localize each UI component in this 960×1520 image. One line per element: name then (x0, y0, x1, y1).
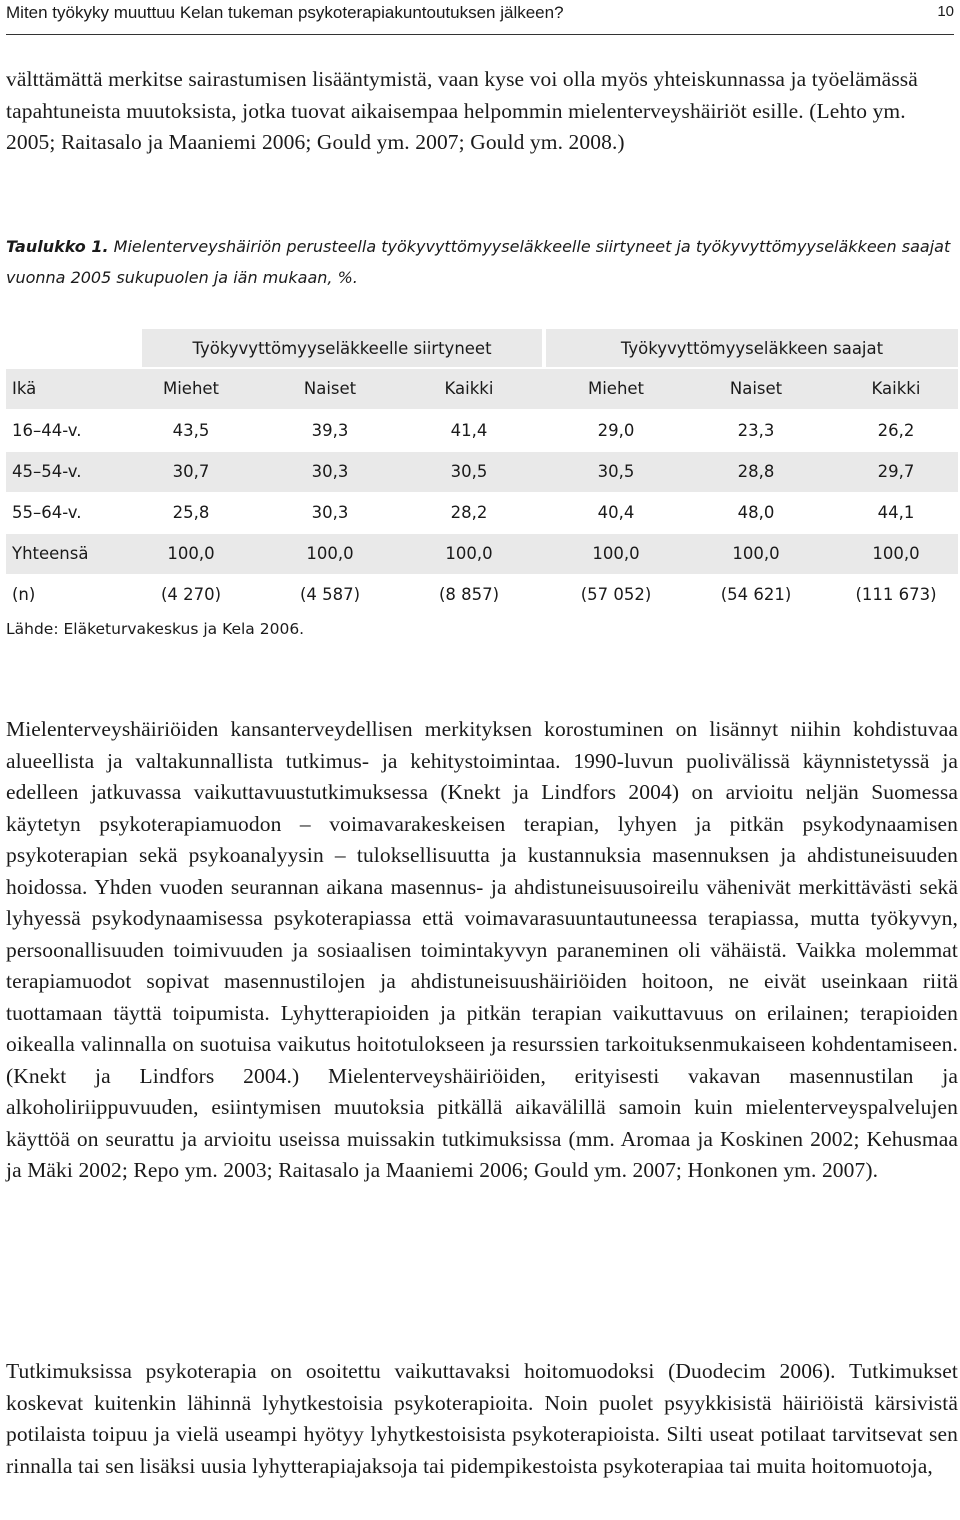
table-row (6, 575, 958, 615)
table-cell: (4 270) (160, 585, 222, 604)
table-cell: 100,0 (167, 544, 215, 563)
column-header: Naiset (303, 379, 357, 398)
table-cell: 44,1 (877, 503, 915, 522)
table-cell: Yhteensä (12, 544, 89, 563)
table-row (6, 452, 958, 492)
table-row (6, 534, 958, 574)
column-header: Miehet (162, 379, 220, 398)
table-cell: 100,0 (732, 544, 780, 563)
table-cell: 41,4 (450, 421, 488, 440)
table-cell: 28,8 (737, 462, 775, 481)
table-cell: 48,0 (737, 503, 775, 522)
table-source: Lähde: Eläketurvakeskus ja Kela 2006. (6, 620, 305, 638)
table-cell: 16–44-v. (12, 421, 82, 440)
table-row (6, 411, 958, 451)
table-row (6, 493, 958, 533)
table-column-header-row (6, 369, 958, 409)
table-cell: 40,4 (597, 503, 635, 522)
table-cell: 30,7 (172, 462, 210, 481)
running-header (6, 0, 954, 35)
table-cell: 39,3 (311, 421, 349, 440)
table-cell: 28,2 (450, 503, 488, 522)
table-cell: (n) (12, 585, 36, 604)
table-cell: 29,7 (877, 462, 915, 481)
table-cell: 26,2 (877, 421, 915, 440)
paragraph-intro: välttämättä merkitse sairastumisen lisääntymistä, vaan kyse voi olla myös yhteiskunnassa ja työelämässä tapahtuneista muutoksista, jotka tuovat aikaisempaa helpommin mielenterveyshäiriöt esille. (Lehto ym. 2005; Raitasalo ja Maaniemi 2006; Gould ym. 2007; Gould ym. 2008.) (6, 67, 918, 154)
group-header-transitioned: Työkyvyttömyyseläkkeelle siirtyneet (142, 329, 542, 367)
column-header: Naiset (729, 379, 783, 398)
table-group-header-row (6, 329, 958, 367)
table-cell: 25,8 (172, 503, 210, 522)
table-cell: 43,5 (172, 421, 210, 440)
table-caption (6, 231, 956, 293)
table-cell: (8 857) (438, 585, 500, 604)
table-cell: 30,5 (450, 462, 488, 481)
column-header: Miehet (587, 379, 645, 398)
table-cell: 29,0 (597, 421, 635, 440)
running-title: Miten työkyky muuttuu Kelan tukeman psykoterapiakuntoutuksen jälkeen? (6, 3, 564, 22)
table-cell: (4 587) (299, 585, 361, 604)
table-cell: 55–64-v. (12, 503, 82, 522)
table-cell: 100,0 (445, 544, 493, 563)
column-header: Kaikki (444, 379, 494, 398)
table-cell: (57 052) (580, 585, 652, 604)
table-cell: 45–54-v. (12, 462, 82, 481)
table-cell: (54 621) (720, 585, 792, 604)
table-cell: 100,0 (592, 544, 640, 563)
table-cell: 23,3 (737, 421, 775, 440)
table-caption-label: Taulukko 1. (6, 237, 109, 256)
table-cell: (111 673) (855, 585, 937, 604)
table-cell: 30,3 (311, 503, 349, 522)
table-caption-text: Mielenterveyshäiriön perusteella työkyvyttömyyseläkkeelle siirtyneet ja työkyvyttömyyseläkkeen saajat vuonna 2005 sukupuolen ja iän mukaan, %. (6, 237, 951, 287)
table-cell: 30,3 (311, 462, 349, 481)
table-cell: 100,0 (872, 544, 920, 563)
table-cell: 30,5 (597, 462, 635, 481)
column-header: Ikä (12, 379, 37, 398)
group-header-recipients: Työkyvyttömyyseläkkeen saajat (546, 329, 958, 367)
paragraph-studies: Tutkimuksissa psykoterapia on osoitettu vaikuttavaksi hoitomuodoksi (Duodecim 2006). Tutkimukset koskevat kuitenkin lähinnä lyhytkestoisia psykoterapioita. Noin puolet psyykkisistä häiriöistä kärsivistä potilaista toipuu ja vielä useampi hyötyy lyhytkestoisista psykoterapioista. Silti useat potilaat tarvitsevat sen rinnalla tai sen lisäksi uusia lyhytterapiajaksoja tai pidempikestoista psykoterapiaa tai muita hoitomuotoja, (6, 1359, 958, 1478)
column-header: Kaikki (871, 379, 921, 398)
page-number: 10 (937, 3, 954, 20)
paragraph-research: Mielenterveyshäiriöiden kansanterveydellisen merkityksen korostuminen on lisännyt niihin kohdistuvaa alueellista ja valtakunnallista tutkimus- ja kehitystoimintaa. 1990-luvun puolivälissä käynnistetyssä ja edelleen jatkuvassa vaikuttavuustutkimuksessa (Knekt ja Lindfors 2004) on arvioitu neljän Suomessa käytetyn psykoterapiamuodon – voimavarakeskeisen terapian, lyhyen ja pitkän psykodynaamisen psykoterapian sekä psykoanalyysin – tuloksellisuutta ja kustannuksia masennuksen ja ahdistuneisuuden hoidossa. Yhden vuoden seurannan aikana masennus- ja ahdistuneisuusoireilu vähenivät merkittävästi sekä lyhyessä psykodynaamisessa psykoterapiassa että voimavarasuuntautuneessa terapiassa, mutta työkyvyn, persoonallisuuden toimivuuden ja sosiaalisen toimintakyvyn paraneminen oli vähäistä. Vaikka molemmat terapiamuodot sopivat masennustilojen ja ahdistuneisuushäiriöiden hoitoon, ne eivät useinkaan riitä tuottamaan täyttä toipumista. Lyhytterapioiden ja pitkän terapian vaikuttavuus on erilainen; terapioiden oikealla valinnalla on suotuisa vaikutus hoitotulokseen ja resurssien tarkoituksenmukaiseen kohdentamiseen. (Knekt ja Lindfors 2004.) Mielenterveyshäiriöiden, erityisesti vakavan masennustilan ja alkoholiriippuvuuden, esiintymisen muutoksia pitkällä aikavälillä samoin kuin mielenterveyspalvelujen käyttöä on seurattu ja arvioitu useissa muissakin tutkimuksissa (mm. Aromaa ja Koskinen 2002; Kehusmaa ja Mäki 2002; Repo ym. 2003; Raitasalo ja Maaniemi 2006; Gould ym. 2007; Honkonen ym. 2007). (6, 717, 958, 1182)
table-cell: 100,0 (306, 544, 354, 563)
